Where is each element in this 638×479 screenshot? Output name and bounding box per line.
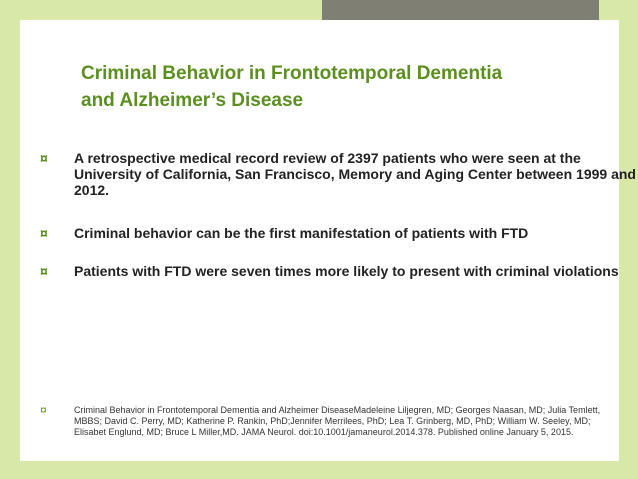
slide-content-area [20, 20, 636, 461]
bullet-item [34, 263, 638, 279]
bullet-text: Criminal behavior can be the first manifestation of patients with FTD [74, 225, 529, 241]
bullet-item [34, 150, 638, 198]
slide-title-line-1: Criminal Behavior in Frontotemporal Dementia [81, 63, 503, 84]
bullet-text: A retrospective medical record review of 2397 patients who were seen at the University of California, San Francisco, Memory and Aging Center between 1999 and 2012. [74, 150, 636, 198]
bullet-text: Patients with FTD were seven times more likely to present with criminal violations [74, 263, 619, 279]
bullet-marker-icon: ¤ [40, 150, 48, 166]
reference-text: Criminal Behavior in Frontotemporal Dementia and Alzheimer DiseaseMadeleine Liljegren, MD; Georges Naasan, MD; Julia Temlett, MBBS; David C. Perry, MD; Katherine P. Rankin, PhD;Jennifer Merrilees, PhD; Lea T. Grinberg, MD, PhD; William W. Seeley, MD; Elisabet Englund, MD; Bruce L Miller,MD. JAMA Neurol. doi:10.1001/jamaneurol.2014.378. Published online January 5, 2015. [74, 405, 601, 437]
slide-title [81, 60, 601, 114]
bullet-item [34, 225, 638, 241]
bullet-marker-icon: ¤ [40, 403, 47, 417]
slide-title-line-2: and Alzheimer’s Disease [81, 90, 304, 111]
reference-citation [34, 405, 609, 438]
top-accent-bar [322, 0, 599, 20]
bullet-marker-icon: ¤ [40, 225, 48, 241]
bullet-marker-icon: ¤ [40, 263, 48, 279]
